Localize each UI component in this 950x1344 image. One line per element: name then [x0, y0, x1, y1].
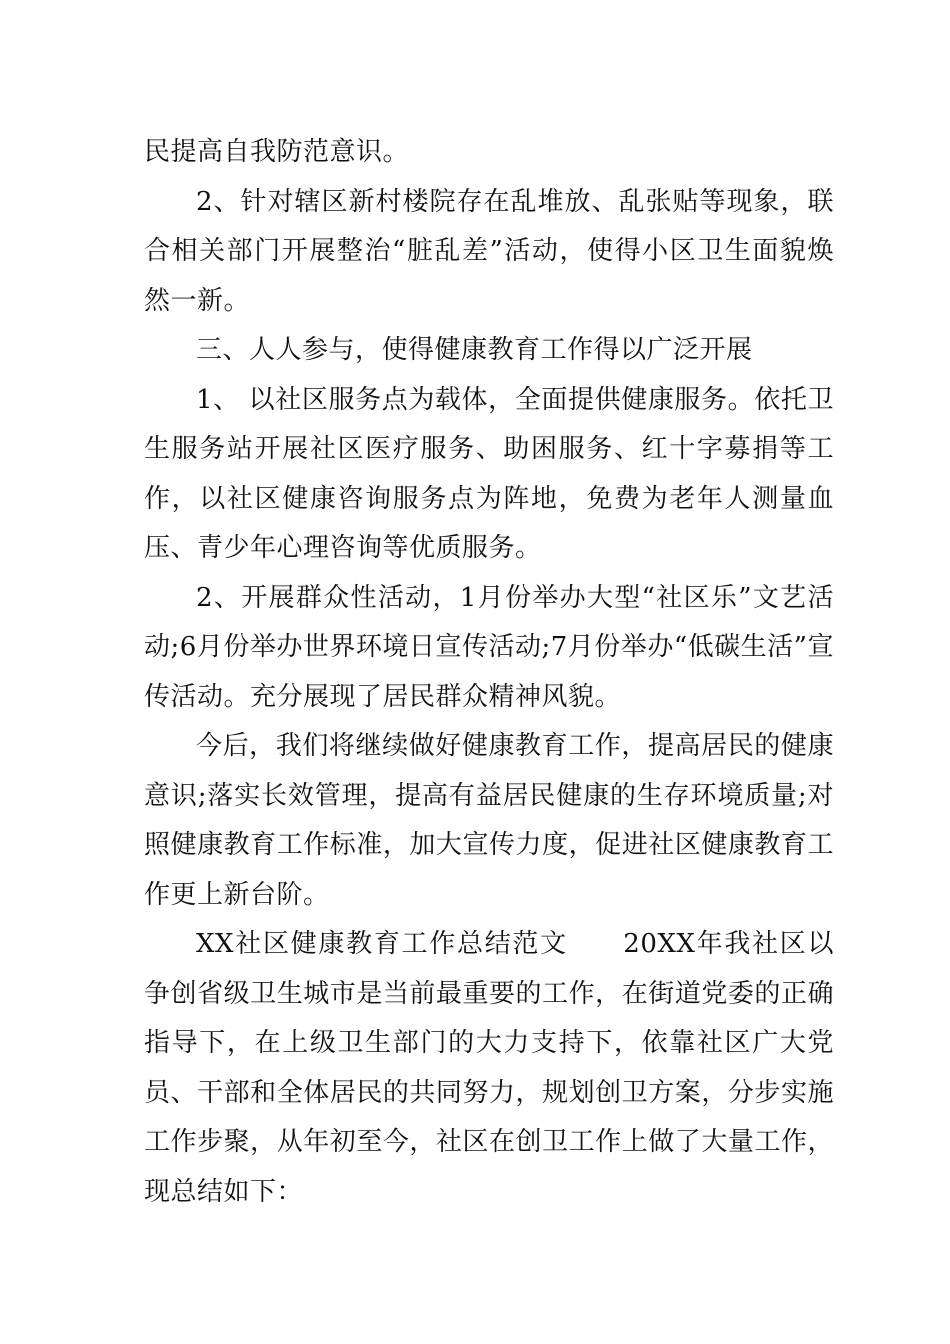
- paragraph-2: 2、针对辖区新村楼院存在乱堆放、乱张贴等现象，联合相关部门开展整治“脏乱差”活动，使得小区卫生面貌焕然一新。: [144, 186, 834, 316]
- section-heading-3: 三、人人参与，使得健康教育工作得以广泛开展: [196, 335, 753, 365]
- paragraph-4: 1、 以社区服务点为载体，全面提供健康服务。依托卫生服务站开展社区医疗服务、助困服务、红十字募捐等工作，以社区健康咨询服务点为阵地，免费为老年人测量血压、青少年心理咨询等优质服务。: [144, 384, 834, 563]
- paragraph-5: 2、开展群众性活动，1月份举办大型“社区乐”文艺活动;6月份举办世界环境日宣传活动;7月份举办“低碳生活”宣传活动。充分展现了居民群众精神风貌。: [144, 582, 834, 712]
- paragraph-7: XX社区健康教育工作总结范文 20XX年我社区以争创省级卫生城市是当前最重要的工作，在街道党委的正确指导下，在上级卫生部门的大力支持下，依靠社区广大党员、干部和全体居民的共同努力，规划创卫方案，分步实施工作步聚，从年初至今，社区在创卫工作上做了大量工作，现总结如下：: [144, 929, 834, 1207]
- paragraph-1: 民提高自我防范意识。: [144, 137, 410, 167]
- paragraph-6: 今后，我们将继续做好健康教育工作，提高居民的健康意识;落实长效管理，提高有益居民健康的生存环境质量;对照健康教育工作标准，加大宣传力度，促进社区健康教育工作更上新台阶。: [144, 731, 834, 910]
- document-body: [144, 128, 834, 1217]
